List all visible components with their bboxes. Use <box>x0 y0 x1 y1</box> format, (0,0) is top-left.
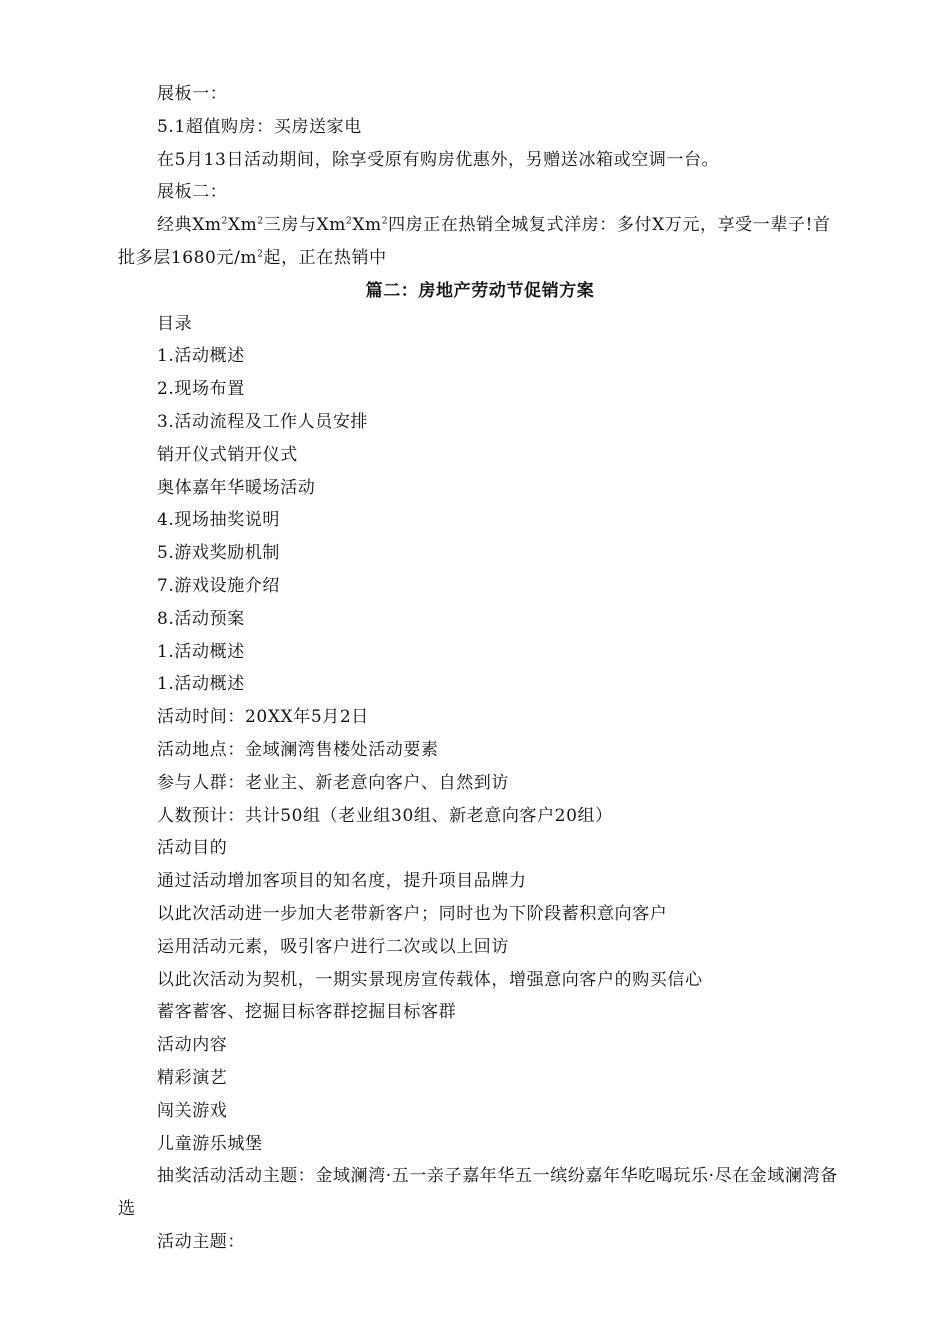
board1-body: 在5月13日活动期间，除享受原有购房优惠外，另赠送冰箱或空调一台。 <box>157 149 720 170</box>
board1-label: 展板一： <box>157 84 228 104</box>
sqm-unit: $m^2$ <box>204 215 228 236</box>
board1-title: 5.1超值购房：买房送家电 <box>157 116 362 137</box>
toc-item: 5.游戏奖励机制 <box>157 543 281 564</box>
toc-item: 奥体嘉年华暖场活动 <box>157 477 316 498</box>
theme-label: 活动主题： <box>157 1231 245 1252</box>
purpose-item: 运用活动元素，吸引客户进行二次或以上回访 <box>157 936 509 957</box>
section-heading: 篇二：房地产劳动节促销方案 <box>365 280 595 301</box>
toc-item: 销开仪式销开仪式 <box>157 444 298 465</box>
purpose-item: 通过活动增加客项目的知名度，提升项目品牌力 <box>157 871 527 892</box>
sqm-unit: $m^2$ <box>329 215 353 236</box>
content-item: 精彩演艺 <box>157 1067 228 1088</box>
participants: 参与人群：老业主、新老意向客户、自然到访 <box>157 772 509 793</box>
toc-item: 1.活动概述 <box>157 641 245 662</box>
sqm-unit: $m^2$ <box>365 215 389 236</box>
activity-location: 活动地点：金域澜湾售楼处活动要素 <box>157 739 439 760</box>
purpose-item: 以此次活动进一步加大老带新客户；同时也为下阶段蓄积意向客户 <box>157 903 668 924</box>
sqm-unit: $m^2$ <box>240 247 264 268</box>
theme-paragraph: 抽奖活动活动主题：金域澜湾·五一亲子嘉年华五一缤纷嘉年华吃喝玩乐·尽在金域澜湾备选 <box>118 1166 838 1220</box>
board2-text-2: X <box>227 215 241 236</box>
purpose-item: 蓄客蓄客、挖掘目标客群挖掘目标客群 <box>157 1002 457 1023</box>
content-item: 儿童游乐城堡 <box>157 1133 263 1154</box>
document-page <box>118 78 842 1259</box>
purpose-item: 以此次活动为契机，一期实景现房宣传载体，增强意向客户的购买信心 <box>157 969 703 990</box>
content-item: 闯关游戏 <box>157 1100 228 1121</box>
toc-item: 2.现场布置 <box>157 379 245 400</box>
headcount-estimate: 人数预计：共计50组（老业组30组、新老意向客户20组） <box>157 805 613 826</box>
content-heading: 活动内容 <box>157 1035 228 1056</box>
toc-item: 8.活动预案 <box>157 608 245 629</box>
board2-text-6: 起，正在热销中 <box>263 247 387 268</box>
board2-text-4: X <box>352 215 366 236</box>
board2-text-5: 四房正在热销全城复式洋房：多付X万元，享受一辈子!首批多层1680元/ <box>118 215 831 268</box>
toc-item: 1.活动概述 <box>157 674 245 695</box>
sqm-unit: $m^2$ <box>240 215 264 236</box>
toc-item: 3.活动流程及工作人员安排 <box>157 411 369 432</box>
board2-text-3: 三房与X <box>263 215 330 236</box>
purpose-heading: 活动目的 <box>157 838 228 859</box>
activity-time: 活动时间：20XX年5月2日 <box>157 707 369 728</box>
board2-label: 展板二： <box>157 182 228 203</box>
board2-text-1: 经典X <box>157 215 205 236</box>
toc-title: 目录 <box>157 313 193 334</box>
board2-paragraph <box>118 209 842 275</box>
toc-item: 1.活动概述 <box>157 346 245 367</box>
toc-item: 7.游戏设施介绍 <box>157 575 281 596</box>
toc-item: 4.现场抽奖说明 <box>157 510 281 531</box>
